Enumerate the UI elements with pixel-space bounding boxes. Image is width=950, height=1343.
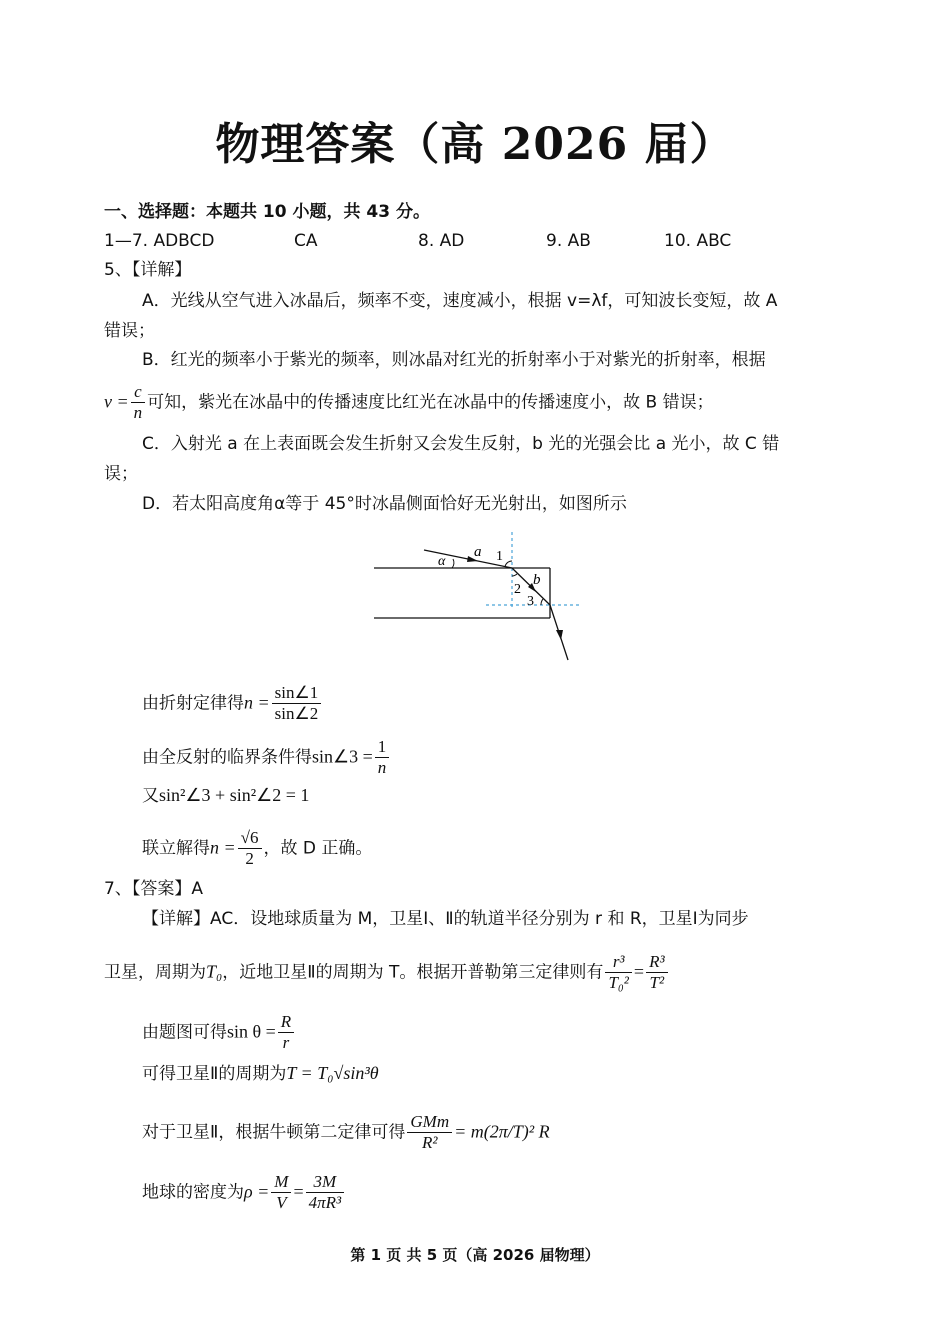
answer-key-row [104, 229, 864, 253]
answer-10: 10. ABC [664, 231, 732, 251]
q5-option-b-line2 [104, 382, 714, 423]
answer-8: 8. AD [418, 231, 465, 251]
arrow-exit-icon [556, 630, 563, 640]
q7-line2: 卫星，周期为T₀，近地卫星Ⅱ的周期为 T。根据开普勒第三定律则有 $\frac{\text{r³}}{\text{T₀²}}$ = $\frac{\text{R³}}{\text{T²}}$ [104, 952, 670, 993]
answer-cont: CA [294, 231, 318, 251]
fraction-M-over-V: $\frac{M}{V}$ [271, 1172, 291, 1213]
label-3: 3 [527, 594, 534, 609]
q5-option-c-line2: 误； [104, 464, 138, 484]
eq-refraction-law: 由折射定律得n = $\frac{\sin\angle 1}{\sin\angle 2}$ [142, 683, 323, 724]
ice-crystal-diagram [360, 530, 600, 670]
label-2: 2 [514, 582, 521, 597]
answer-9: 9. AB [546, 231, 591, 251]
q5-option-a-line2: 错误； [104, 321, 155, 341]
fraction-1-over-n: $\frac{1}{n}$ [375, 737, 390, 778]
angle-3-arc [541, 599, 543, 605]
page-title: 物理答案（高 2026 届） [215, 119, 735, 170]
fraction-sqrt6-over-2: $\frac{√6}{2}$ [238, 828, 262, 869]
fraction-R-over-r: $\frac{R}{r}$ [278, 1012, 294, 1053]
q7-line4: 可得卫星Ⅱ的周期为T = T₀√sin³θ [142, 1063, 379, 1084]
q7-line3: 由题图可得sin θ = $\frac{R}{r}$ [142, 1012, 296, 1053]
q7-line5: 对于卫星Ⅱ，根据牛顿第二定律可得 $\frac{\text{GMm}}{\text{R²}}$ = m(2π/T)² R [142, 1112, 550, 1152]
label-1: 1 [496, 549, 503, 564]
label-a: a [474, 544, 482, 560]
section-heading: 一、选择题：本题共 10 小题，共 43 分。 [104, 202, 430, 222]
label-alpha: α [438, 554, 446, 569]
q5-option-b-line1: B．红光的频率小于紫光的频率，则冰晶对红光的折射率小于对紫光的折射率，根据 [142, 350, 766, 370]
q5-option-d-line1: D．若太阳高度角α等于 45°时冰晶侧面恰好无光射出，如图所示 [142, 494, 627, 514]
angle-alpha-arc [452, 559, 454, 568]
answer-1-7: 1—7. ADBCD [104, 231, 215, 251]
q7-line1: 【详解】AC．设地球质量为 M，卫星Ⅰ、Ⅱ的轨道半径分别为 r 和 R，卫星Ⅰ为同步 [142, 909, 749, 929]
angle-2-arc [512, 574, 517, 576]
fraction-sin1-sin2: $\frac{\sin\angle 1}{\sin\angle 2}$ [272, 683, 322, 724]
page-footer: 第 1 页 共 5 页（高 2026 届物理） [350, 1246, 600, 1264]
fraction-r3-T02: $\frac{\text{r³}}{\text{T₀²}}$ [605, 952, 631, 993]
fraction-GMm-R2: $\frac{\text{GMm}}{\text{R²}}$ [407, 1112, 452, 1153]
q7-header: 7、【答案】A [104, 879, 203, 899]
q7-line6: 地球的密度为ρ = $\frac{M}{V}$ = $\frac{3M}{\text{4πR³}}$ [142, 1172, 346, 1213]
q5-option-c-line1: C．入射光 a 在上表面既会发生折射又会发生反射，b 光的光强会比 a 光小，故 C 错 [142, 434, 780, 454]
q5-header: 5、【详解】 [104, 260, 192, 280]
eq-identity: 又sin²∠3 + sin²∠2 = 1 [142, 785, 310, 806]
fraction-R3-T2: $\frac{\text{R³}}{\text{T²}}$ [646, 952, 667, 993]
angle-1-arc [505, 561, 512, 567]
q5-option-a-line1: A．光线从空气进入冰晶后，频率不变，速度减小，根据 v=λf，可知波长变短，故 A [142, 291, 778, 311]
eq-critical-angle: 由全反射的临界条件得sin∠3 = $\frac{1}{n}$ [142, 737, 391, 778]
eq-solution-n: 联立解得n = $\frac{√6}{2}$ ，故 D 正确。 [142, 828, 373, 868]
q5-option-b-text: 可知，紫光在冰晶中的传播速度比红光在冰晶中的传播速度小，故 B 错误； [147, 392, 714, 413]
fraction-c-over-n: $\frac{c}{n}$ [131, 382, 146, 423]
fraction-3M-4piR3: $\frac{3M}{\text{4πR³}}$ [306, 1172, 345, 1213]
formula-v: v = [104, 391, 129, 412]
label-b: b [533, 572, 541, 588]
